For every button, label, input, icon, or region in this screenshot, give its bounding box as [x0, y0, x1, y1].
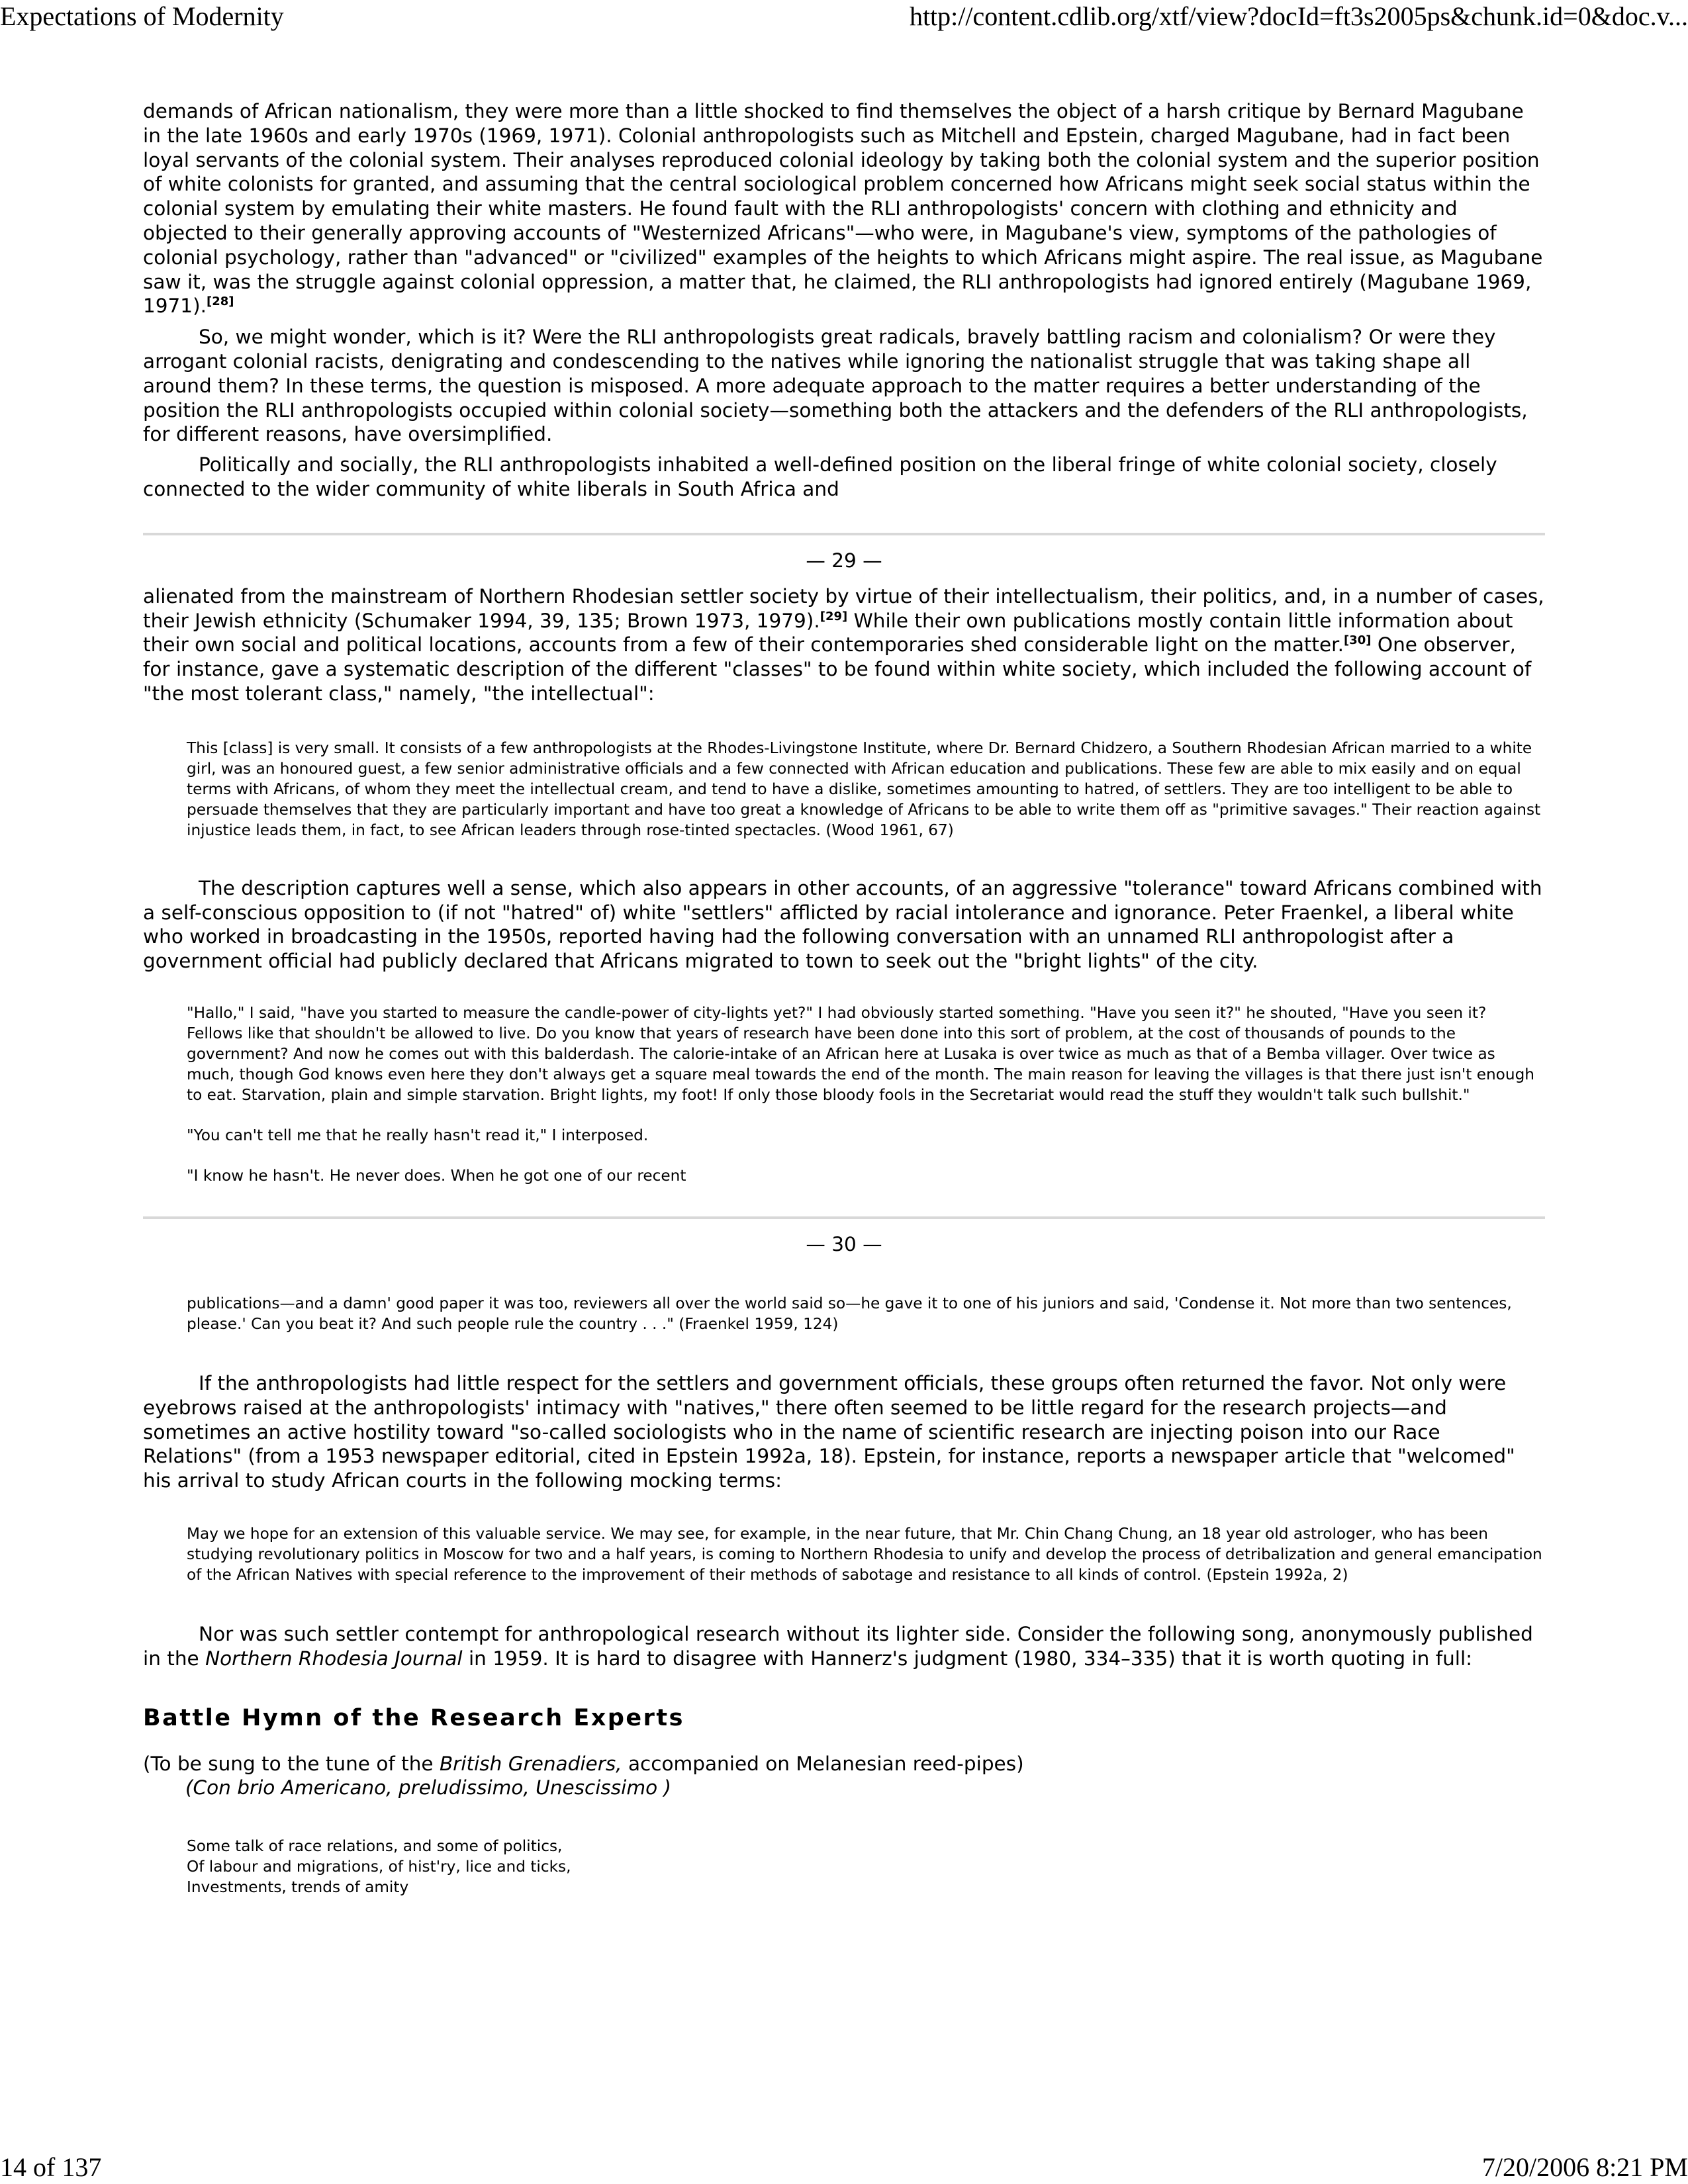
paragraph-text: alienated from the mainstream of Northern Rhodesian settler society by virtue of their intellectualism, their politics, and, in a number of cases, their Jewish ethnicity (Schumaker 1994, 39, 135; Brown 1973, 1979). — [143, 584, 1544, 632]
poem-line: Investments, trends of amity — [187, 1878, 409, 1897]
block-quote: "You can't tell me that he really hasn't read it," I interposed. — [187, 1126, 649, 1144]
paragraph-text: demands of African nationalism, they were more than a little shocked to find themselves the object of a harsh critique by Bernard Magubane in the late 1960s and early 1970s (1969, 1971). Colonial anthropologists such as Mitchell and Epstein, charged Magubane, had in fact been loyal servants of the colonial system. Their analyses reproduced colonial ideology by taking both the colonial system and the superior position of white colonists for granted, and assuming that the central sociological problem concerned how Africans might seek social status within the colonial system by emulating their white masters. He found fault with the RLI anthropologists' concern with clothing and ethnicity and objected to their generally approving accounts of "Westernized Africans"—who were, in Magubane's view, symptoms of the pathologies of colonial psychology, rather than "advanced" or "civilized" examples of the heights to which Africans might aspire. The real issue, as Magubane saw it, was the struggle against colonial oppression, a matter that, he claimed, the RLI anthropologists had ignored entirely (Magubane 1969, 1971). — [143, 100, 1543, 318]
song-instruction — [143, 1752, 1545, 1776]
paragraph-text: One observer, for instance, gave a systematic description of the different "classes" to be found within white society, which included the following account of "the most tolerant class," namely, "the intellectual": — [143, 633, 1532, 705]
tempo-text: (Con brio Americano, preludissimo, Unescissimo ) — [185, 1776, 672, 1799]
browser-print-url: http://content.cdlib.org/xtf/view?docId=ft3s2005ps&chunk.id=0&doc.v... — [909, 1, 1688, 31]
page-divider — [143, 533, 1545, 535]
paragraph-text: in 1959. It is hard to disagree with Hannerz's judgment (1980, 334–335) that it is worth quoting in full: — [462, 1647, 1473, 1670]
footnote-link[interactable]: [29] — [820, 609, 848, 623]
instruction-text: accompanied on Melanesian reed-pipes) — [622, 1752, 1024, 1775]
paragraph — [143, 99, 1545, 318]
paragraph-text: Nor was such settler contempt for anthropological research without its lighter side. Consider the following song, anonymously published in the — [143, 1622, 1533, 1670]
tempo-marking — [185, 1776, 1545, 1800]
paragraph: So, we might wonder, which is it? Were the RLI anthropologists great radicals, bravely battling racism and colonialism? Or were they arrogant colonial racists, denigrating and condescending to the natives while ignoring the nationalist struggle that was taking shape all around them? In these terms, the question is misposed. A more adequate approach to the matter requires a better understanding of the position the RLI anthropologists occupied within colonial society—something both the attackers and the defenders of the RLI anthropologists, for different reasons, have oversimplified. — [143, 326, 1528, 446]
poem-line: Of labour and migrations, of hist'ry, lice and ticks, — [187, 1858, 571, 1876]
page-divider — [143, 1216, 1545, 1219]
journal-title: Northern Rhodesia Journal — [205, 1647, 463, 1670]
paragraph: If the anthropologists had little respect for the settlers and government officials, these groups often returned the favor. Not only were eyebrows raised at the anthropologists' intimacy with "natives," there often seemed to be little regard for the research projects—and sometimes an active hostility toward "so-called sociologists who in the name of scientific research are injecting poison into our Race Relations" (from a 1953 newspaper editorial, cited in Epstein 1992a, 18). Epstein, for instance, reports a newspaper article that "welcomed" his arrival to study African courts in the following mocking terms: — [143, 1371, 1515, 1492]
document-body — [143, 99, 1545, 1897]
print-page-count: 14 of 137 — [0, 2152, 102, 2182]
tune-name: British Grenadiers, — [439, 1752, 622, 1775]
paragraph-text: While their own publications mostly contain little information about their own social and political locations, accounts from a few of their contemporaries shed considerable light on the matter. — [143, 609, 1513, 657]
paragraph: Politically and socially, the RLI anthropologists inhabited a well-defined position on the liberal fringe of white colonial society, closely connected to the wider community of white liberals in South Africa and — [143, 453, 1497, 500]
paragraph: The description captures well a sense, which also appears in other accounts, of an aggressive "tolerance" toward Africans combined with a self-conscious opposition to (if not "hatred" of) white "settlers" afflicted by racial intolerance and ignorance. Peter Fraenkel, a liberal white who worked in broadcasting in the 1950s, reported having had the following conversation with an unnamed RLI anthropologist after a government official had publicly declared that Africans migrated to town to seek out the "bright lights" of the city. — [143, 876, 1542, 973]
print-datetime: 7/20/2006 8:21 PM — [1481, 2152, 1688, 2182]
page-number: — 29 — — [806, 549, 882, 572]
footnote-link[interactable]: [30] — [1343, 633, 1372, 648]
block-quote: publications—and a damn' good paper it was too, reviewers all over the world said so—he gave it to one of his juniors and said, 'Condense it. Not more than two sentences, please.' Can you beat it? And such people rule the country . . ." (Fraenkel 1959, 124) — [187, 1294, 1512, 1333]
browser-print-title: Expectations of Modernity — [0, 1, 284, 31]
block-quote: May we hope for an extension of this valuable service. We may see, for example, in the near future, that Mr. Chin Chang Chung, an 18 year old astrologer, who has been studying revolutionary politics in Moscow for two and a half years, is coming to Northern Rhodesia to unify and develop the process of detribalization and general emancipation of the African Natives with special reference to the improvement of their methods of sabotage and resistance to all kinds of control. (Epstein 1992a, 2) — [187, 1524, 1542, 1584]
page-number: — 30 — — [806, 1232, 882, 1255]
block-quote: "I know he hasn't. He never does. When he got one of our recent — [187, 1166, 686, 1185]
block-quote: "Hallo," I said, "have you started to measure the candle-power of city-lights yet?" I had obviously started something. "Have you seen it?" he shouted, "Have you seen it? Fellows like that shouldn't be allowed to live. Do you know that years of research have been done into this sort of problem, at the cost of thousands of pounds to the government? And now he comes out with this balderdash. The calorie-intake of an African here at Lusaka is over twice as much as that of a Bemba villager. Over twice as much, though God knows even here they don't always get a square meal towards the end of the month. The main reason for leaving the villages is that there just isn't enough to eat. Starvation, plain and simple starvation. Bright lights, my foot! If only those bloody fools in the Secretariat would read the stuff they wouldn't talk such bullshit." — [187, 1003, 1534, 1104]
block-quote: This [class] is very small. It consists of a few anthropologists at the Rhodes-Livingstone Institute, where Dr. Bernard Chidzero, a Southern Rhodesian African married to a white girl, was an honoured guest, a few senior administrative officials and a few connected with African education and publications. These few are able to mix easily and on equal terms with Africans, of whom they meet the intellectual cream, and tend to have a dislike, sometimes amounting to hatred, of settlers. They are too intelligent to be able to persuade themselves that they are particularly important and have too great a knowledge of Africans to be able to write them off as "primitive savages." Their reaction against injustice leads them, in fact, to see African leaders through rose-tinted spectacles. (Wood 1961, 67) — [187, 739, 1541, 839]
paragraph — [143, 584, 1545, 706]
poem — [187, 1836, 1545, 1897]
instruction-text: (To be sung to the tune of the — [143, 1752, 440, 1775]
footnote-link[interactable]: [28] — [206, 295, 234, 309]
song-title: Battle Hymn of the Research Experts — [143, 1704, 684, 1731]
paragraph — [143, 1622, 1545, 1671]
poem-line: Some talk of race relations, and some of politics, — [187, 1837, 563, 1856]
